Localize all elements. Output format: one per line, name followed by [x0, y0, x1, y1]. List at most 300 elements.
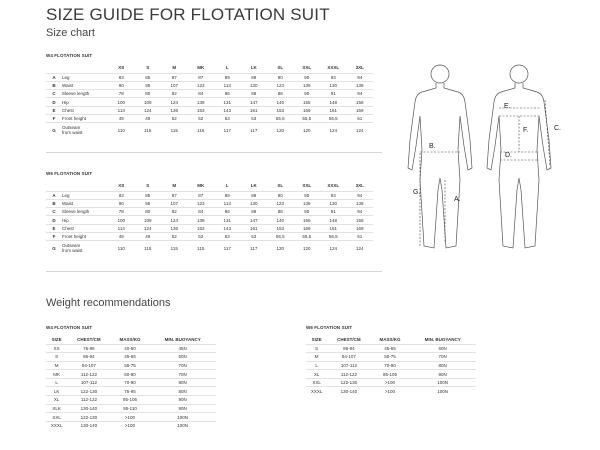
table-cell: 45-65 — [371, 344, 410, 353]
row-code: E — [46, 106, 62, 114]
table-row — [306, 353, 476, 362]
table-cell: 89 — [214, 73, 241, 81]
table-cell: 86 — [214, 90, 241, 98]
w6-size-table — [46, 181, 373, 255]
table-cell: 91 — [320, 90, 347, 98]
table-cell: 49 — [108, 114, 135, 122]
table-cell: 45N — [149, 344, 216, 353]
table-cell: M — [46, 361, 67, 370]
header-cell: XL — [277, 65, 284, 71]
table-cell: 49 — [135, 114, 162, 122]
table-row — [46, 413, 216, 422]
table-row — [46, 241, 373, 255]
table-cell: 139 — [294, 81, 321, 89]
table-row — [46, 90, 373, 98]
table-cell: 85-105 — [371, 370, 410, 379]
table-row — [46, 421, 216, 430]
table-cell: XS — [46, 344, 67, 353]
table-cell: 124 — [161, 216, 188, 224]
table-cell: 136 — [161, 106, 188, 114]
table-row — [46, 106, 373, 114]
table-row — [46, 404, 216, 413]
table-cell: 113 — [214, 81, 241, 89]
table-header-row — [46, 336, 216, 344]
table-row — [46, 73, 373, 81]
table-cell: 115 — [135, 123, 162, 137]
w6-size-table-title: W6 FLOTATION SUIT — [46, 171, 93, 176]
w6-weight-table — [306, 336, 476, 396]
table-cell: 87 — [188, 73, 215, 81]
table-cell: 80N — [149, 387, 216, 396]
table-row — [46, 344, 216, 353]
table-cell: 130 — [320, 199, 347, 207]
row-label: Waist — [62, 81, 108, 89]
table-cell: 55-75 — [111, 361, 150, 370]
table-cell: 53 — [241, 232, 268, 240]
table-row — [306, 344, 476, 353]
table-cell: 80 — [135, 90, 162, 98]
table-row — [46, 378, 216, 387]
header-cell: XXXL — [327, 183, 340, 189]
row-label-line: Outseam — [62, 242, 81, 248]
table-cell: 55,5 — [267, 232, 294, 240]
table-cell: 60N — [149, 353, 216, 362]
table-header-row — [46, 181, 373, 191]
size-chart-heading: Size chart — [46, 27, 95, 39]
row-code: G — [46, 241, 62, 255]
row-code: F — [46, 114, 62, 122]
table-cell: 100N — [149, 413, 216, 422]
table-cell: 114 — [108, 224, 135, 232]
label-f: F. — [523, 127, 529, 134]
table-cell: 83 — [108, 73, 135, 81]
table-cell: 87 — [161, 191, 188, 199]
table-cell: 94 — [347, 191, 374, 199]
header-cell: LK — [250, 65, 257, 71]
table-cell: 120 — [267, 241, 294, 255]
table-cell: 94 — [347, 90, 374, 98]
row-code: A — [46, 73, 62, 81]
table-cell: 90N — [409, 370, 476, 379]
header-cell — [46, 63, 62, 73]
table-cell: 87 — [188, 191, 215, 199]
table-cell: 76-86 — [67, 344, 110, 353]
table-cell: 117 — [241, 241, 268, 255]
table-cell: XXXL — [306, 387, 327, 396]
table-cell: 53 — [214, 114, 241, 122]
table-cell: 61 — [347, 232, 374, 240]
table-cell: 117 — [214, 241, 241, 255]
row-label: Chest — [62, 224, 108, 232]
table-cell: 89 — [241, 73, 268, 81]
w6-weight-table-title: W6 FLOTATION SUIT — [306, 325, 353, 330]
row-label: Hip — [62, 216, 108, 224]
table-cell: XXXL — [46, 421, 67, 430]
table-cell: 130 — [241, 81, 268, 89]
table-cell: 155 — [294, 216, 321, 224]
table-cell: 78 — [108, 90, 135, 98]
table-cell: 93 — [320, 191, 347, 199]
table-cell: 110 — [108, 241, 135, 255]
table-cell: 156 — [347, 98, 374, 106]
row-code: A — [46, 191, 62, 199]
header-cell: XS — [118, 65, 125, 71]
w4-weight-table-title: W4 FLOTATION SUIT — [46, 325, 93, 330]
table-cell: 95-110 — [111, 404, 150, 413]
table-cell: 123 — [188, 81, 215, 89]
table-cell: 90 — [108, 81, 135, 89]
table-cell: 90 — [267, 73, 294, 81]
table-cell: MK — [46, 370, 67, 379]
table-cell: 107-112 — [327, 361, 370, 370]
table-cell: 130 — [320, 81, 347, 89]
table-cell: 147 — [241, 216, 268, 224]
table-cell: 161 — [320, 224, 347, 232]
table-cell: 53 — [214, 232, 241, 240]
table-cell: 115 — [135, 241, 162, 255]
header-cell — [62, 181, 108, 191]
header-cell: CHEST/CM — [77, 337, 101, 343]
table-cell: 86-94 — [67, 353, 110, 362]
table-cell: 124 — [161, 98, 188, 106]
table-cell: 148 — [320, 216, 347, 224]
table-cell: 55,5 — [267, 114, 294, 122]
table-cell: 147 — [241, 98, 268, 106]
table-cell: 52 — [161, 114, 188, 122]
table-cell: 140 — [267, 216, 294, 224]
header-cell: XXL — [302, 183, 312, 189]
table-cell: 148 — [320, 98, 347, 106]
table-cell: 115 — [188, 241, 215, 255]
table-cell: 115 — [161, 123, 188, 137]
table-cell: 88 — [267, 208, 294, 216]
table-cell: 112-122 — [327, 370, 370, 379]
table-cell: 95 — [135, 81, 162, 89]
table-cell: 40-60 — [111, 344, 150, 353]
row-label: Leg — [62, 73, 108, 81]
header-cell: XXXL — [327, 65, 340, 71]
table-row — [46, 216, 373, 224]
row-code: G — [46, 123, 62, 137]
row-label: Leg — [62, 191, 108, 199]
table-cell: 130-140 — [67, 404, 110, 413]
header-cell — [46, 181, 62, 191]
table-cell: S — [46, 353, 67, 362]
table-cell: 169 — [294, 224, 321, 232]
label-e: E. — [504, 103, 511, 110]
table-cell: 124 — [347, 123, 374, 137]
table-row — [46, 114, 373, 122]
header-cell: XXL — [302, 65, 312, 71]
table-cell: 94 — [347, 208, 374, 216]
table-row — [46, 232, 373, 240]
table-cell: 60-80 — [111, 370, 150, 379]
table-cell: 123 — [267, 199, 294, 207]
row-code: C — [46, 208, 62, 216]
table-row — [46, 199, 373, 207]
label-d: D. — [505, 152, 512, 159]
table-cell: 130 — [241, 199, 268, 207]
table-cell: >100 — [111, 421, 150, 430]
label-c: C. — [554, 125, 561, 132]
table-cell: 70N — [149, 370, 216, 379]
header-cell: S — [146, 183, 150, 189]
table-cell: 120 — [294, 123, 321, 137]
table-cell: 169 — [347, 106, 374, 114]
header-cell: XS — [118, 183, 125, 189]
row-label: Sleeve length — [62, 208, 108, 216]
row-label: Hip — [62, 98, 108, 106]
table-row — [46, 224, 373, 232]
table-cell: 90 — [294, 208, 321, 216]
row-code: B — [46, 81, 62, 89]
table-row — [306, 361, 476, 370]
table-cell: 122-130 — [67, 387, 110, 396]
table-row — [46, 81, 373, 89]
table-cell: S — [306, 344, 327, 353]
table-cell: 52 — [188, 114, 215, 122]
table-cell: 100N — [409, 387, 476, 396]
table-cell: 88 — [267, 90, 294, 98]
table-cell: 123 — [188, 199, 215, 207]
table-cell: 153 — [267, 106, 294, 114]
table-cell: 139 — [347, 199, 374, 207]
table-cell: 100N — [409, 378, 476, 387]
table-cell: 123 — [267, 81, 294, 89]
row-code: C — [46, 90, 62, 98]
table-cell: 169 — [294, 106, 321, 114]
header-cell: MK — [197, 183, 205, 189]
table-cell: 88 — [241, 90, 268, 98]
w4-weight-table — [46, 336, 216, 430]
table-cell: 90 — [294, 73, 321, 81]
table-cell: 130-140 — [327, 387, 370, 396]
table-cell: 100 — [108, 98, 135, 106]
table-cell: 60N — [409, 344, 476, 353]
table-cell: 112-122 — [67, 396, 110, 405]
table-cell: >100 — [111, 413, 150, 422]
table-cell: 122-130 — [327, 378, 370, 387]
table-cell: 86-94 — [327, 344, 370, 353]
row-label-line: Outseam — [62, 124, 81, 130]
table-cell: 109 — [135, 98, 162, 106]
table-cell: 124 — [347, 241, 374, 255]
row-code: D — [46, 98, 62, 106]
table-cell: 52 — [188, 232, 215, 240]
table-cell: 117 — [241, 123, 268, 137]
header-cell: MIN. BUOYANCY — [164, 337, 201, 343]
table-cell: 53 — [241, 114, 268, 122]
table-cell: 89 — [214, 191, 241, 199]
table-cell: 107 — [161, 199, 188, 207]
table-cell: 56,5 — [320, 114, 347, 122]
table-cell: 120 — [267, 123, 294, 137]
table-cell: 70N — [149, 361, 216, 370]
table-cell: 124 — [320, 241, 347, 255]
label-g: G. — [413, 189, 421, 196]
table-row — [46, 191, 373, 199]
table-cell: 130-140 — [67, 421, 110, 430]
table-cell: 82 — [161, 208, 188, 216]
table-cell: XXL — [46, 413, 67, 422]
table-cell: 143 — [214, 224, 241, 232]
table-cell: 110 — [108, 123, 135, 137]
table-cell: 115 — [161, 241, 188, 255]
table-cell: LK — [46, 387, 67, 396]
table-cell: 109 — [135, 216, 162, 224]
table-cell: XL — [306, 370, 327, 379]
table-header-row — [306, 336, 476, 344]
row-label: Front height — [62, 232, 108, 240]
table-cell: L — [46, 378, 67, 387]
table-cell: 82 — [161, 90, 188, 98]
row-label — [62, 241, 108, 255]
w4-size-table — [46, 63, 373, 137]
header-cell: MASS/KG — [119, 337, 141, 343]
row-label: Front height — [62, 114, 108, 122]
table-cell: 89 — [241, 191, 268, 199]
table-cell: 136 — [161, 224, 188, 232]
table-cell: 107-112 — [67, 378, 110, 387]
divider — [46, 271, 382, 272]
table-cell: 84 — [188, 208, 215, 216]
table-cell: 90 — [108, 199, 135, 207]
table-cell: 45-65 — [111, 353, 150, 362]
table-cell: 90 — [294, 191, 321, 199]
row-code: D — [46, 216, 62, 224]
table-cell: 70-90 — [371, 361, 410, 370]
header-cell: LK — [250, 183, 257, 189]
table-cell: 94-107 — [67, 361, 110, 370]
table-row — [46, 361, 216, 370]
table-cell: 131 — [214, 98, 241, 106]
table-cell: 139 — [347, 81, 374, 89]
table-header-row — [46, 63, 373, 73]
page-title: SIZE GUIDE FOR FLOTATION SUIT — [46, 5, 330, 24]
table-cell: 55,5 — [294, 114, 321, 122]
table-cell: XL — [46, 396, 67, 405]
table-cell: 55-75 — [371, 353, 410, 362]
table-cell: 155 — [294, 98, 321, 106]
table-cell: 61 — [347, 114, 374, 122]
table-cell: >100 — [371, 387, 410, 396]
table-cell: 153 — [267, 224, 294, 232]
table-cell: 140 — [267, 98, 294, 106]
table-cell: 161 — [241, 106, 268, 114]
table-cell: 156 — [347, 216, 374, 224]
row-label: Waist — [62, 199, 108, 207]
row-code: B — [46, 199, 62, 207]
row-code: F — [46, 232, 62, 240]
table-cell: 139 — [188, 216, 215, 224]
table-cell: 75-95 — [111, 387, 150, 396]
table-cell: 153 — [188, 224, 215, 232]
header-cell: M — [172, 183, 177, 189]
header-cell: XL — [277, 183, 284, 189]
table-cell: 55,5 — [294, 232, 321, 240]
header-cell: MASS/KG — [379, 337, 401, 343]
table-cell: 56,5 — [320, 232, 347, 240]
body-outline-illustration — [392, 60, 592, 260]
table-row — [46, 396, 216, 405]
table-cell: 120 — [294, 241, 321, 255]
table-cell: 80N — [149, 378, 216, 387]
table-cell: 83 — [108, 191, 135, 199]
table-cell: 124 — [135, 224, 162, 232]
row-code: E — [46, 224, 62, 232]
table-cell: 131 — [214, 216, 241, 224]
table-cell: 124 — [320, 123, 347, 137]
table-cell: 117 — [214, 123, 241, 137]
header-cell: CHEST/CM — [337, 337, 361, 343]
table-cell: 85 — [135, 191, 162, 199]
label-a: A. — [454, 196, 461, 203]
table-cell: 112-122 — [67, 370, 110, 379]
table-cell: M — [306, 353, 327, 362]
table-cell: 124 — [135, 106, 162, 114]
table-cell: XXL — [306, 378, 327, 387]
body-measurement-figure — [392, 60, 592, 260]
table-cell: 139 — [294, 199, 321, 207]
table-cell: 84 — [188, 90, 215, 98]
weight-heading: Weight recommendations — [46, 297, 171, 309]
table-cell: 80N — [409, 361, 476, 370]
divider — [46, 152, 382, 153]
header-cell — [62, 63, 108, 73]
table-cell: 87 — [161, 73, 188, 81]
label-b: B. — [429, 143, 436, 150]
table-row — [46, 123, 373, 137]
header-cell: M — [172, 65, 177, 71]
table-row — [306, 370, 476, 379]
row-label-line: from waist — [62, 130, 83, 136]
table-cell: 80 — [135, 208, 162, 216]
table-cell: 114 — [108, 106, 135, 114]
table-row — [46, 353, 216, 362]
table-cell: 122-130 — [67, 413, 110, 422]
table-cell: 90N — [149, 404, 216, 413]
row-label-line: from waist — [62, 248, 83, 254]
table-cell: 85 — [135, 73, 162, 81]
w4-size-table-title: W4 FLOTATION SUIT — [46, 53, 93, 58]
table-cell: 70-90 — [111, 378, 150, 387]
table-cell: 139 — [188, 98, 215, 106]
table-cell: 113 — [214, 199, 241, 207]
row-label: Sleeve length — [62, 90, 108, 98]
table-cell: 143 — [214, 106, 241, 114]
table-cell: 85-105 — [111, 396, 150, 405]
table-cell: 88 — [241, 208, 268, 216]
table-cell: 49 — [135, 232, 162, 240]
table-cell: 52 — [161, 232, 188, 240]
table-cell: 169 — [347, 224, 374, 232]
table-row — [46, 208, 373, 216]
header-cell: MIN. BUOYANCY — [424, 337, 461, 343]
header-cell: SIZE — [51, 337, 62, 343]
header-cell: 3XL — [355, 183, 364, 189]
table-cell: 91 — [320, 208, 347, 216]
header-cell: L — [225, 183, 229, 189]
row-label: Chest — [62, 106, 108, 114]
table-cell: 94 — [347, 73, 374, 81]
table-cell: 93 — [320, 73, 347, 81]
table-cell: 161 — [320, 106, 347, 114]
header-cell: MK — [197, 65, 205, 71]
table-cell: 86 — [214, 208, 241, 216]
table-cell: 94-107 — [327, 353, 370, 362]
table-cell: 161 — [241, 224, 268, 232]
table-cell: 90 — [294, 90, 321, 98]
